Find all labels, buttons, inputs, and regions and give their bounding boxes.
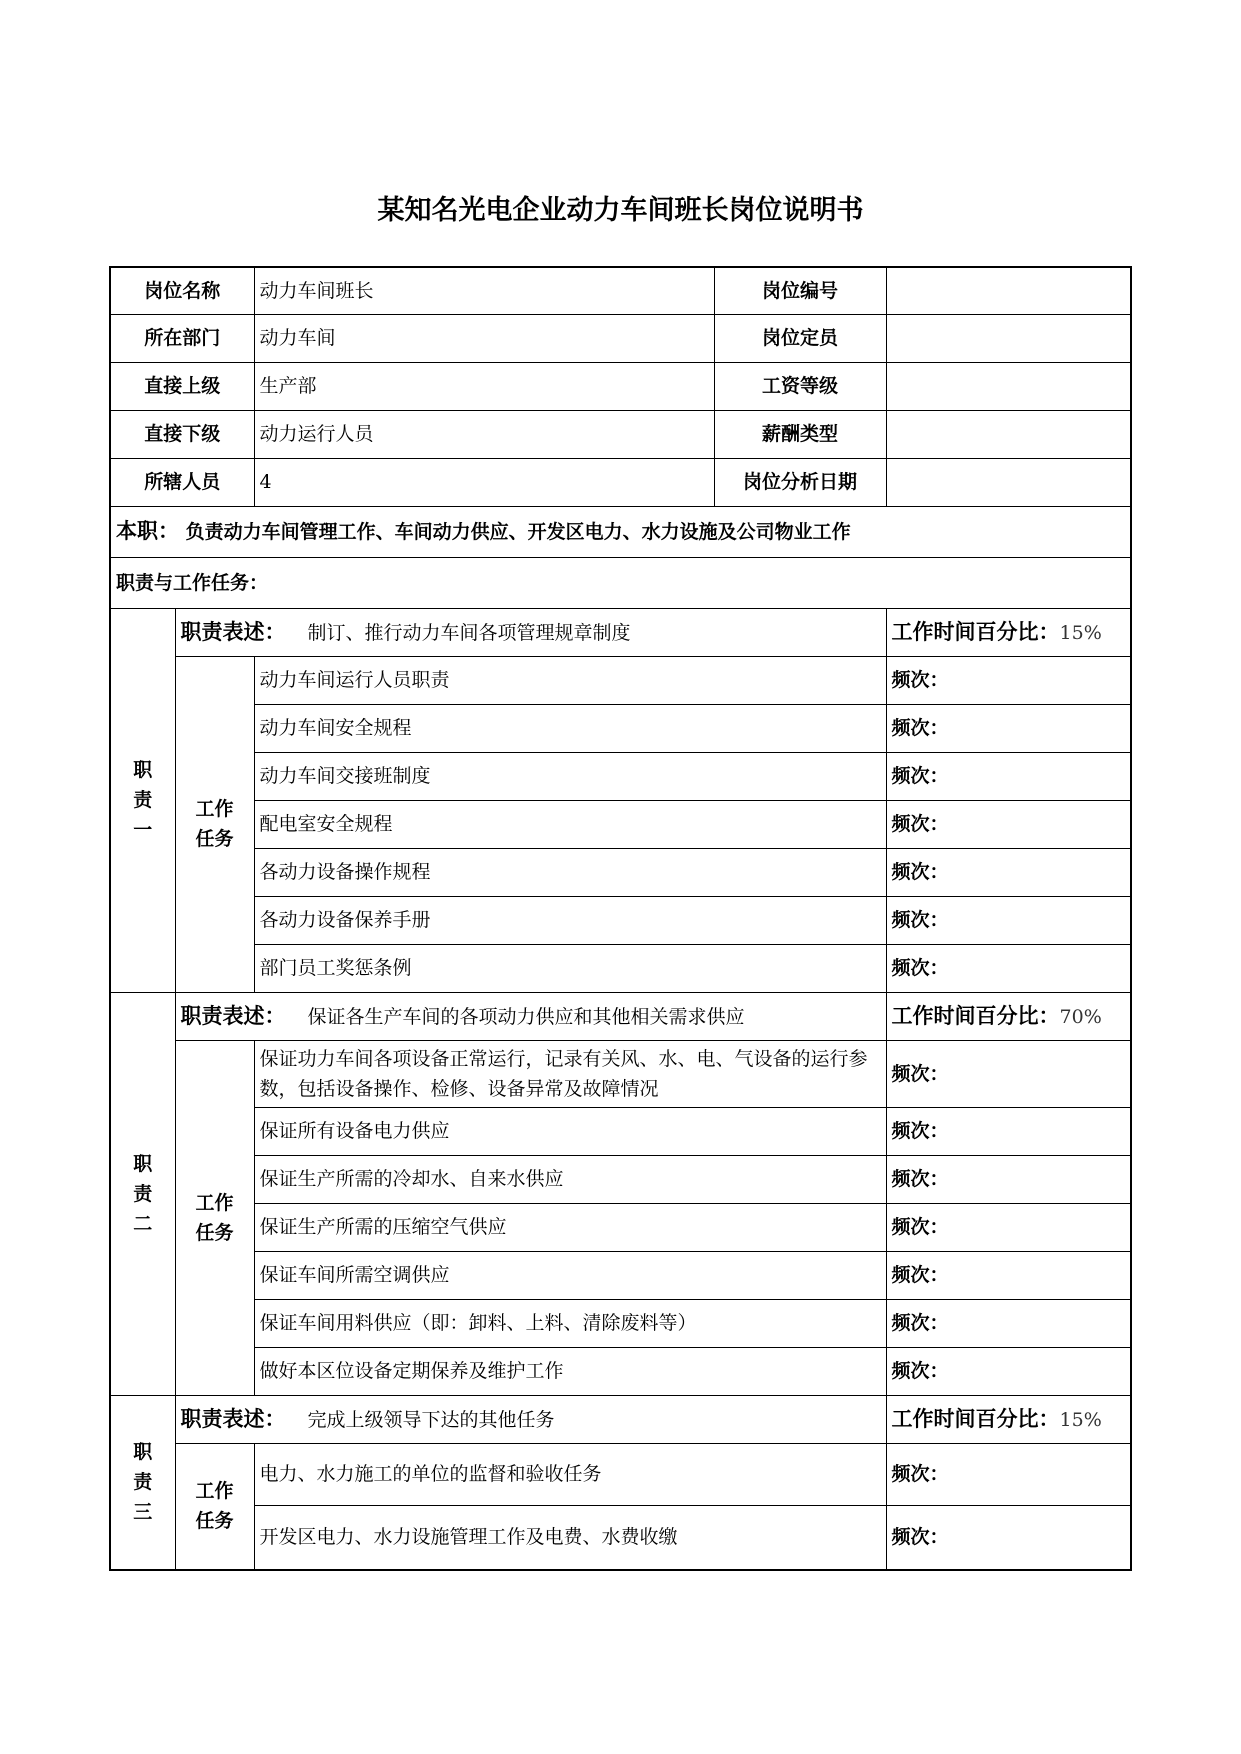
task-row: [110, 1251, 1131, 1299]
task-text: 保证功力车间各项设备正常运行，记录有关风、水、电、气设备的运行参数，包括设备操作、检修、设备异常及故障情况: [254, 1040, 886, 1107]
freq-label: 频次：: [886, 752, 1131, 800]
value-salary-grade: [886, 362, 1131, 410]
value-department: 动力车间: [254, 314, 714, 362]
info-row: [110, 410, 1131, 458]
duty-summary-label: 本职：: [116, 519, 179, 543]
task-row: [110, 1347, 1131, 1395]
value-direct-subordinate: 动力运行人员: [254, 410, 714, 458]
task-row: [110, 1107, 1131, 1155]
task-column-label: 工作 任务: [175, 1040, 254, 1395]
value-staff-count: 4: [254, 458, 714, 506]
label-direct-subordinate: 直接下级: [110, 410, 254, 458]
label-department: 所在部门: [110, 314, 254, 362]
label-analysis-date: 岗位分析日期: [714, 458, 886, 506]
label-direct-superior: 直接上级: [110, 362, 254, 410]
info-row: [110, 314, 1131, 362]
page-title: 某知名光电企业动力车间班长岗位说明书: [377, 195, 864, 226]
task-row: [110, 1505, 1131, 1570]
task-text: 保证车间用料供应（即：卸料、上料、清除废料等）: [254, 1299, 886, 1347]
percent-label: 工作时间百分比：: [891, 1406, 1060, 1431]
label-position-code: 岗位编号: [714, 267, 886, 314]
task-text: 保证生产所需的冷却水、自来水供应: [254, 1155, 886, 1203]
task-row: [110, 800, 1131, 848]
percent-label: 工作时间百分比：: [891, 619, 1060, 644]
freq-label: 频次：: [886, 656, 1131, 704]
duty-3-description: 完成上级领导下达的其他任务: [307, 1408, 555, 1431]
task-text: 保证车间所需空调供应: [254, 1251, 886, 1299]
task-row: [110, 1203, 1131, 1251]
task-row: [110, 944, 1131, 992]
freq-label: 频次：: [886, 704, 1131, 752]
value-analysis-date: [886, 458, 1131, 506]
duty-summary-text: 负责动力车间管理工作、车间动力供应、开发区电力、水力设施及公司物业工作: [185, 521, 851, 543]
duty-description-row: [110, 992, 1131, 1040]
info-row: [110, 458, 1131, 506]
value-pay-type: [886, 410, 1131, 458]
duties-header-row: [110, 557, 1131, 608]
task-row: [110, 896, 1131, 944]
task-text: 各动力设备保养手册: [254, 896, 886, 944]
task-row: [110, 1443, 1131, 1505]
label-salary-grade: 工资等级: [714, 362, 886, 410]
task-text: 做好本区位设备定期保养及维护工作: [254, 1347, 886, 1395]
freq-label: 频次：: [886, 1347, 1131, 1395]
task-text: 保证所有设备电力供应: [254, 1107, 886, 1155]
duty-2-description: 保证各生产车间的各项动力供应和其他相关需求供应: [307, 1005, 745, 1028]
task-row: [110, 1299, 1131, 1347]
task-text: 保证生产所需的压缩空气供应: [254, 1203, 886, 1251]
task-column-label: 工作 任务: [175, 656, 254, 992]
task-text: 开发区电力、水力设施管理工作及电费、水费收缴: [254, 1505, 886, 1570]
value-position-code: [886, 267, 1131, 314]
label-position-name: 岗位名称: [110, 267, 254, 314]
duty-2-percent: 70%: [1059, 1005, 1102, 1028]
label-headcount: 岗位定员: [714, 314, 886, 362]
duty-2-label: 职 责 二: [110, 992, 175, 1395]
task-text: 各动力设备操作规程: [254, 848, 886, 896]
duty-1-percent: 15%: [1059, 621, 1102, 644]
freq-label: 频次：: [886, 800, 1131, 848]
task-row: [110, 752, 1131, 800]
task-text: 动力车间交接班制度: [254, 752, 886, 800]
task-text: 电力、水力施工的单位的监督和验收任务: [254, 1443, 886, 1505]
freq-label: 频次：: [886, 1299, 1131, 1347]
desc-label: 职责表述：: [180, 1406, 286, 1431]
freq-label: 频次：: [886, 1505, 1131, 1570]
freq-label: 频次：: [886, 1155, 1131, 1203]
desc-label: 职责表述：: [180, 619, 286, 644]
task-text: 动力车间运行人员职责: [254, 656, 886, 704]
task-row: [110, 1040, 1131, 1107]
desc-label: 职责表述：: [180, 1003, 286, 1028]
task-row: [110, 656, 1131, 704]
duty-3-label: 职 责 三: [110, 1395, 175, 1570]
value-headcount: [886, 314, 1131, 362]
task-row: [110, 1155, 1131, 1203]
task-text: 配电室安全规程: [254, 800, 886, 848]
job-description-table: [109, 266, 1132, 1571]
duties-header: 职责与工作任务：: [110, 557, 1131, 608]
task-column-label: 工作 任务: [175, 1443, 254, 1570]
freq-label: 频次：: [886, 896, 1131, 944]
info-row: [110, 267, 1131, 314]
freq-label: 频次：: [886, 1251, 1131, 1299]
freq-label: 频次：: [886, 1040, 1131, 1107]
info-row: [110, 362, 1131, 410]
label-pay-type: 薪酬类型: [714, 410, 886, 458]
freq-label: 频次：: [886, 1203, 1131, 1251]
task-text: 动力车间安全规程: [254, 704, 886, 752]
freq-label: 频次：: [886, 1443, 1131, 1505]
value-position-name: 动力车间班长: [254, 267, 714, 314]
task-row: [110, 848, 1131, 896]
label-staff-count: 所辖人员: [110, 458, 254, 506]
value-direct-superior: 生产部: [254, 362, 714, 410]
task-text: 部门员工奖惩条例: [254, 944, 886, 992]
freq-label: 频次：: [886, 1107, 1131, 1155]
freq-label: 频次：: [886, 848, 1131, 896]
duty-1-description: 制订、推行动力车间各项管理规章制度: [307, 621, 631, 644]
task-row: [110, 704, 1131, 752]
duty-summary-row: [110, 506, 1131, 557]
duty-description-row: [110, 1395, 1131, 1443]
duty-3-percent: 15%: [1059, 1408, 1102, 1431]
percent-label: 工作时间百分比：: [891, 1003, 1060, 1028]
duty-1-label: 职 责 一: [110, 608, 175, 992]
duty-description-row: [110, 608, 1131, 656]
freq-label: 频次：: [886, 944, 1131, 992]
